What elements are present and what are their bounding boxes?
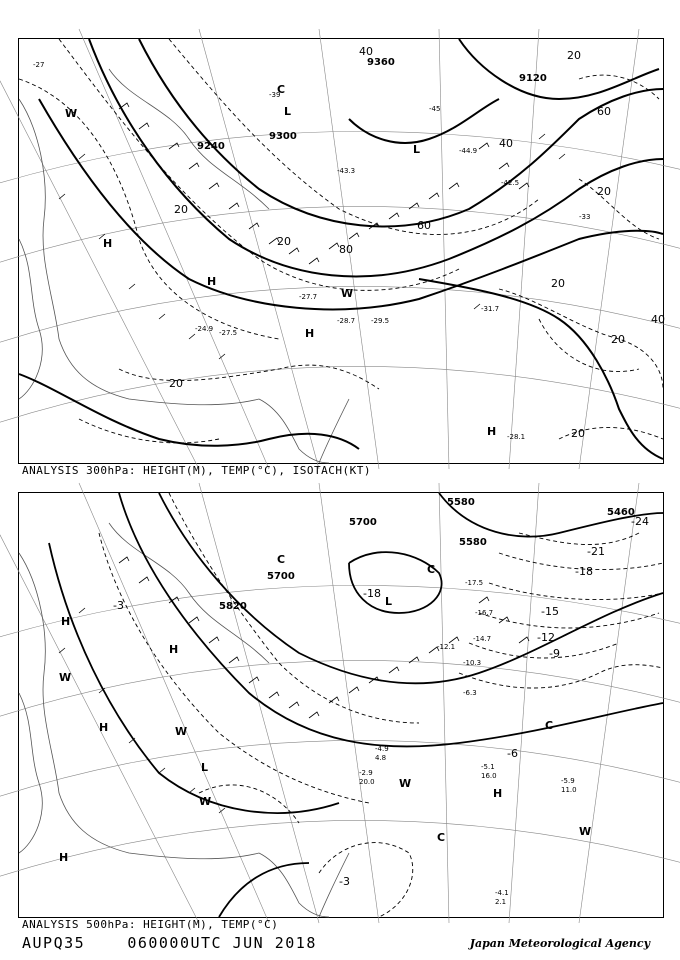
temp-label-300-2: -33 (579, 213, 591, 221)
center-500-3: H (99, 721, 109, 734)
center-300-5: L (413, 143, 421, 156)
isotherm-label-500-8: -3 (339, 875, 350, 888)
center-500-10: W (199, 795, 212, 808)
graticule (0, 483, 680, 923)
height-label-300-1: 9360 (367, 57, 395, 68)
center-300-9: H (207, 275, 217, 288)
isotherms (99, 493, 663, 917)
isotach-label-300-13: 20 (169, 377, 183, 390)
center-500-8: W (59, 671, 72, 684)
map-300-svg (19, 39, 663, 463)
temp-label-300-6: -28.1 (507, 433, 526, 441)
chart-identifier (22, 934, 317, 952)
temp-label-500-12: -6.3 (463, 689, 477, 697)
isotach-label-300-7: 60 (417, 219, 431, 232)
isotach-label-300-6: 40 (359, 45, 373, 58)
temp-label-500-6: 2.1 (495, 898, 507, 906)
center-500-5: H (59, 851, 69, 864)
valid-time: 060000UTC JUN 2018 (127, 934, 317, 952)
temp-label-300-12: -43.3 (337, 167, 356, 175)
coastlines (19, 69, 349, 463)
isotach-label-300-14: 20 (571, 427, 585, 440)
center-500-11: W (399, 777, 412, 790)
temp-label-300-4: -39 (269, 91, 281, 99)
map-500-svg (19, 493, 663, 917)
height-contours (49, 493, 663, 917)
temp-label-500-3: -5.9 (561, 777, 575, 785)
center-300-6: W (65, 107, 78, 120)
temp-label-300-11: -27.5 (219, 329, 238, 337)
center-500-16: W (579, 825, 592, 838)
isotherm-label-500-6: -9 (549, 647, 560, 660)
chart-code: AUPQ35 (22, 934, 86, 952)
temp-label-500-14: -14.7 (473, 635, 492, 643)
isotherm-label-500-2: -21 (587, 545, 605, 558)
center-500-9: W (175, 725, 188, 738)
isotherm-label-500-4: -15 (541, 605, 559, 618)
height-label-300-4: 9240 (197, 141, 225, 152)
isotach-label-300-8: 20 (277, 235, 291, 248)
height-label-500-1: 5580 (447, 497, 475, 508)
height-label-300-2: 9120 (519, 73, 547, 84)
temp-label-500-11: -10.3 (463, 659, 482, 667)
center-300-8: C (277, 83, 286, 96)
temp-label-300-1: -27 (33, 61, 45, 69)
isotach-label-300-3: 60 (597, 105, 611, 118)
center-300-2: H (305, 327, 315, 340)
center-500-15: C (437, 831, 446, 844)
temp-label-300-10: -24.9 (195, 325, 214, 333)
temp-label-300-3: -45 (429, 105, 441, 113)
temp-label-500-15: -16.7 (475, 609, 494, 617)
temp-label-500-9: -2.9 (359, 769, 373, 777)
isotherm-label-500-1: -24 (631, 515, 649, 528)
center-300-4: L (284, 105, 292, 118)
temp-label-300-13: -44.9 (459, 147, 478, 155)
isotach-label-300-5: 20 (174, 203, 188, 216)
isotach-label-300-10: 20 (551, 277, 565, 290)
center-500-6: L (385, 595, 393, 608)
isotach-label-300-4: 80 (339, 243, 353, 256)
height-label-500-3: 5700 (267, 571, 295, 582)
height-label-500-4: 5580 (459, 537, 487, 548)
height-label-300-3: 9300 (269, 131, 297, 142)
center-300-3: H (487, 425, 497, 438)
height-label-500-2: 5700 (349, 517, 377, 528)
center-500-13: C (427, 563, 436, 576)
isotherm-label-500-3: -18 (575, 565, 593, 578)
isotherm-label-500-7: -6 (507, 747, 518, 760)
isotach-label-300-2: 40 (499, 137, 513, 150)
center-500-14: C (545, 719, 554, 732)
center-500-7: L (201, 761, 209, 774)
isotherm-label-500-10: -18 (363, 587, 381, 600)
center-500-4: H (493, 787, 503, 800)
temp-label-500-7: -4.9 (375, 745, 389, 753)
center-300-7: W (341, 287, 354, 300)
isotherm-label-500-9: -3 (113, 599, 124, 612)
temp-label-500-2: 16.0 (481, 772, 497, 780)
height-label-500-6: 5820 (219, 601, 247, 612)
temp-label-500-5: -4.1 (495, 889, 509, 897)
temp-label-300-7: -29.5 (371, 317, 390, 325)
isotach-label-300-9: 20 (597, 185, 611, 198)
temp-label-300-9: -27.7 (299, 293, 318, 301)
temp-label-500-4: 11.0 (561, 786, 577, 794)
wind-barbs (59, 557, 529, 813)
temp-label-500-8: 4.8 (375, 754, 387, 762)
temp-label-500-13: -12.1 (437, 643, 456, 651)
temp-label-300-8: -28.7 (337, 317, 356, 325)
analysis-300hpa-map (18, 38, 664, 464)
temp-label-500-10: 20.0 (359, 778, 375, 786)
temp-label-500-16: -17.5 (465, 579, 484, 587)
temp-label-300-5: -31.7 (481, 305, 500, 313)
isotach-label-300-1: 20 (567, 49, 581, 62)
temp-label-500-1: -5.1 (481, 763, 495, 771)
center-500-2: H (169, 643, 179, 656)
wind-barbs (59, 103, 565, 359)
analysis-500hpa-map (18, 492, 664, 918)
caption-500hpa: ANALYSIS 500hPa: HEIGHT(M), TEMP(°C) (22, 918, 279, 931)
coastlines (19, 523, 349, 917)
isotherm-label-500-5: -12 (537, 631, 555, 644)
center-500-12: C (277, 553, 286, 566)
temp-label-300-14: -42.5 (501, 179, 520, 187)
height-label-500-5: 5460 (607, 507, 635, 518)
center-300-1: H (103, 237, 113, 250)
caption-300hpa: ANALYSIS 300hPa: HEIGHT(M), TEMP(°C), ISOTACH(KT) (22, 464, 372, 477)
isotach-label-300-11: 40 (651, 313, 665, 326)
agency-credit: Japan Meteorological Agency (469, 937, 650, 950)
center-500-1: H (61, 615, 71, 628)
isotach-label-300-12: 20 (611, 333, 625, 346)
